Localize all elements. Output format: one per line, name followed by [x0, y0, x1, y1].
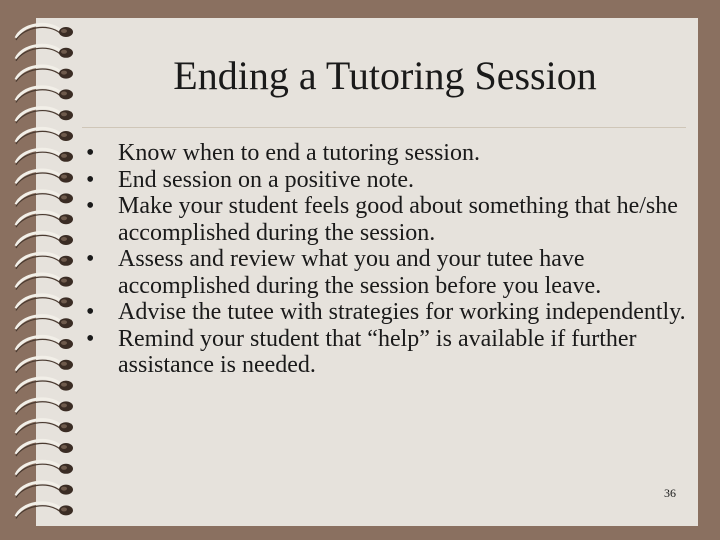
- binding-ring-icon: [16, 45, 73, 61]
- bullet-text: Advise the tutee with strategies for working independently.: [118, 299, 686, 325]
- binding-ring-icon: [16, 87, 73, 103]
- bullet-item: [86, 193, 686, 246]
- binding-ring-icon: [16, 66, 73, 82]
- binding-ring-icon: [16, 170, 73, 186]
- binding-ring-icon: [16, 482, 73, 498]
- binding-ring-icon: [16, 253, 73, 269]
- binding-ring-icon: [16, 212, 73, 228]
- bullet-text: Remind your student that “help” is available if further assistance is needed.: [118, 325, 637, 378]
- binding-ring-icon: [16, 461, 73, 477]
- binding-ring-icon: [16, 24, 73, 40]
- bullet-item: [86, 167, 686, 194]
- binding-ring-icon: [16, 378, 73, 394]
- binding-ring-icon: [16, 108, 73, 124]
- binding-ring-icon: [16, 399, 73, 415]
- binding-ring-icon: [16, 503, 73, 519]
- bullet-glyph: •: [86, 325, 95, 352]
- binding-ring-icon: [16, 295, 73, 311]
- bullet-list: [86, 140, 686, 379]
- bullet-glyph: •: [86, 193, 95, 219]
- binding-ring-icon: [16, 420, 73, 436]
- bullet-glyph: •: [86, 246, 95, 272]
- bullet-item: [86, 246, 686, 299]
- bullet-glyph: •: [86, 299, 95, 325]
- binding-ring-icon: [16, 316, 73, 332]
- bullet-text: Assess and review what you and your tutee have accomplished during the session before you leave.: [118, 246, 602, 299]
- bullet-text: Make your student feels good about something that he/she accomplished during the session.: [118, 193, 678, 246]
- binding-ring-icon: [16, 440, 73, 456]
- bullet-glyph: •: [86, 166, 95, 193]
- binding-ring-icon: [16, 191, 73, 207]
- title-divider: [82, 127, 686, 128]
- slide-title: Ending a Tutoring Session: [173, 53, 597, 98]
- bullet-text: Know when to end a tutoring session.: [118, 140, 480, 166]
- bullet-item: [86, 326, 686, 379]
- bullet-item: [86, 299, 686, 326]
- page-number: 36: [664, 486, 676, 500]
- bullet-glyph: •: [86, 140, 95, 166]
- binding-ring-icon: [16, 149, 73, 165]
- bullet-item: [86, 140, 686, 167]
- spiral-binding-icon: [0, 0, 90, 540]
- binding-ring-icon: [16, 336, 73, 352]
- bullet-text: End session on a positive note.: [118, 166, 414, 193]
- binding-ring-icon: [16, 128, 73, 144]
- binding-ring-icon: [16, 274, 73, 290]
- binding-ring-icon: [16, 357, 73, 373]
- binding-ring-icon: [16, 232, 73, 248]
